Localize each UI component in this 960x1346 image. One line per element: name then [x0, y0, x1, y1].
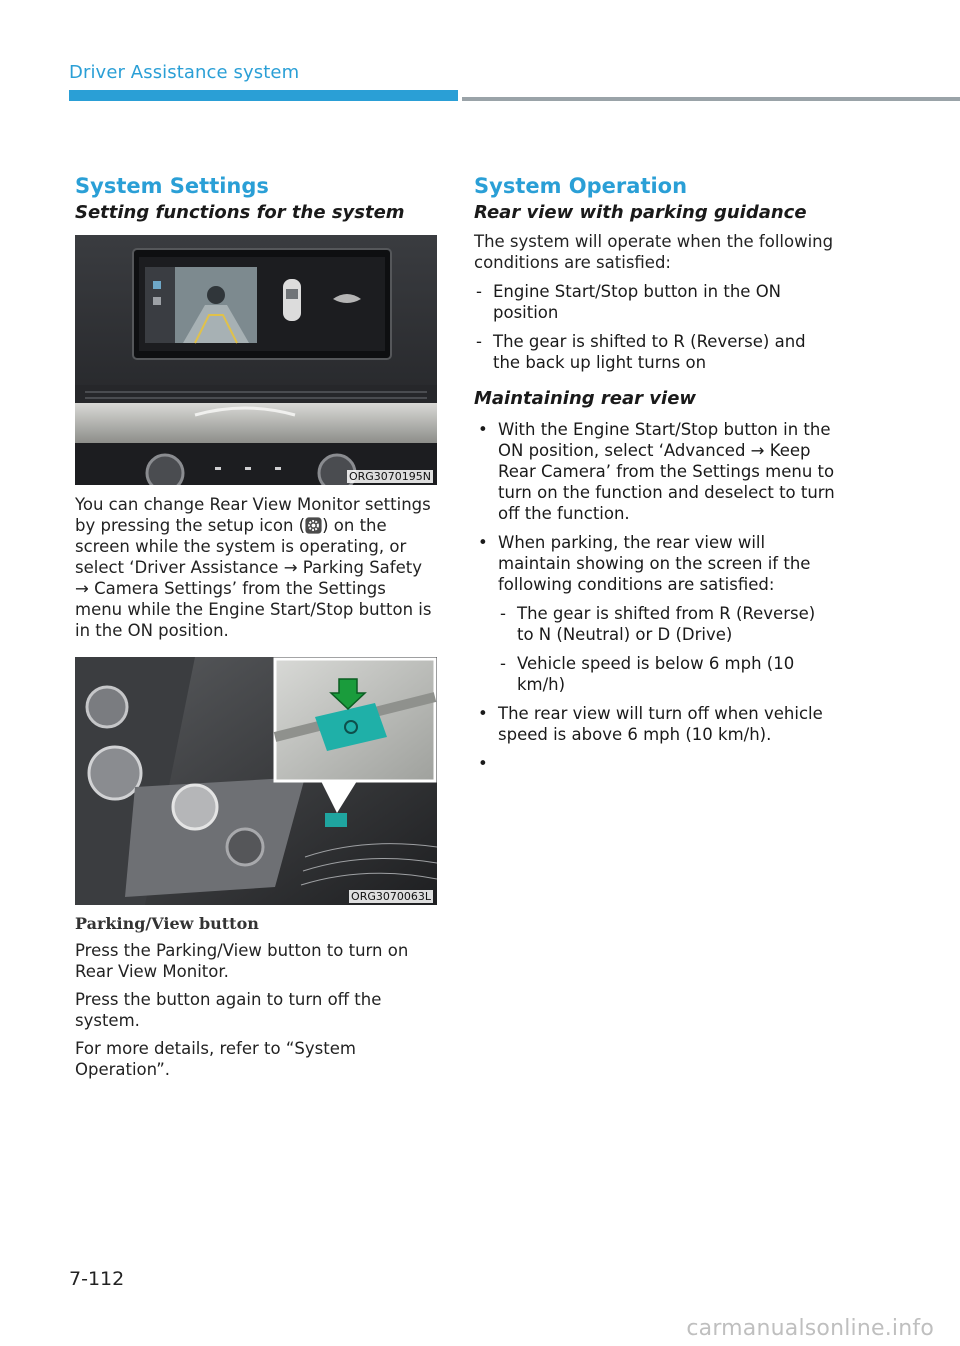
paragraph-text-start: You can change Rear View Monitor settings by pressing the setup icon ( [75, 495, 431, 535]
left-column [75, 172, 437, 1080]
list-item: - The gear is shifted from R (Reverse) to N (Neutral) or D (Drive) [500, 604, 816, 644]
watermark: carmanualsonline.info [686, 1316, 934, 1341]
list-item: • When parking, the rear view will maintain showing on the screen if the following conditions are satisfied: - The gear is shifted from R (Reverse) to N (Neutral) or D (Drive) - Vehicle speed is below 6 mph (10 km/h) [474, 532, 836, 695]
caption-parking-view-button: Parking/View button [75, 914, 259, 933]
figure-code: ORG3070063L [351, 890, 431, 903]
section-title-system-operation: System Operation [474, 174, 688, 198]
right-column [474, 172, 836, 773]
list-item: - Engine Start/Stop button in the ON position [476, 282, 782, 322]
section-title-system-settings: System Settings [75, 174, 269, 198]
list-item: • The rear view will turn off when vehicle speed is above 6 mph (10 km/h). [478, 704, 823, 744]
maintaining-bullets: • With the Engine Start/Stop button in the ON position, select ‘Advanced → Keep Rear Camera’ from the Settings menu to turn on the function and deselect to turn off the function. • When parking, the rear view will maintain showing on the screen if the following conditions are satisfied: - The gear is shifted from R (Reverse) to N (Neutral) or D (Drive) - Vehicle speed is below 6 mph (10 km/h) • The rear view will turn off when vehicle speed is above 6 mph (10 km/h). • [474, 419, 836, 745]
maintain-conditions-list [498, 603, 836, 695]
paragraph-text-end: ) on the screen while the system is operating, or select ‘Driver Assistance → Parking Safety → Camera Settings’ from the Settings menu while the Engine Start/Stop button is in the ON position. [75, 516, 432, 640]
subsection-title-rear-view-guidance: Rear view with parking guidance [474, 202, 807, 223]
console-button-illustration [75, 657, 437, 905]
paragraph-turn-on: Press the Parking/View button to turn on Rear View Monitor. [75, 941, 409, 981]
header-title: Driver Assistance system [69, 62, 300, 83]
paragraph-turn-off: Press the button again to turn off the system. [75, 990, 382, 1030]
paragraph-more-details: For more details, refer to “System Operation”. [75, 1039, 356, 1079]
list-item: - Vehicle speed is below 6 mph (10 km/h) [500, 654, 795, 694]
header-rule-accent [69, 90, 458, 101]
list-item: • With the Engine Start/Stop button in the ON position, select ‘Advanced → Keep Rear Camera’ from the Settings menu to turn on the function and deselect to turn off the function. [478, 420, 835, 523]
figure-code: ORG3070195N [348, 470, 431, 483]
subsection-title-setting-functions: Setting functions for the system [75, 202, 405, 223]
conditions-list [474, 281, 836, 373]
figure-parking-view-button [75, 657, 437, 905]
dashboard-screen-illustration [75, 235, 437, 485]
paragraph-operation-intro: The system will operate when the following conditions are satisfied: [474, 232, 834, 272]
gear-icon [305, 517, 322, 534]
figure-infotainment-screen [75, 235, 437, 485]
paragraph-setup-instructions [75, 494, 437, 641]
subsection-title-maintaining-rear-view: Maintaining rear view [474, 388, 697, 409]
list-item: - The gear is shifted to R (Reverse) and the back up light turns on [476, 332, 806, 372]
header-rule [462, 97, 960, 101]
page-number: 7-112 [69, 1268, 125, 1290]
